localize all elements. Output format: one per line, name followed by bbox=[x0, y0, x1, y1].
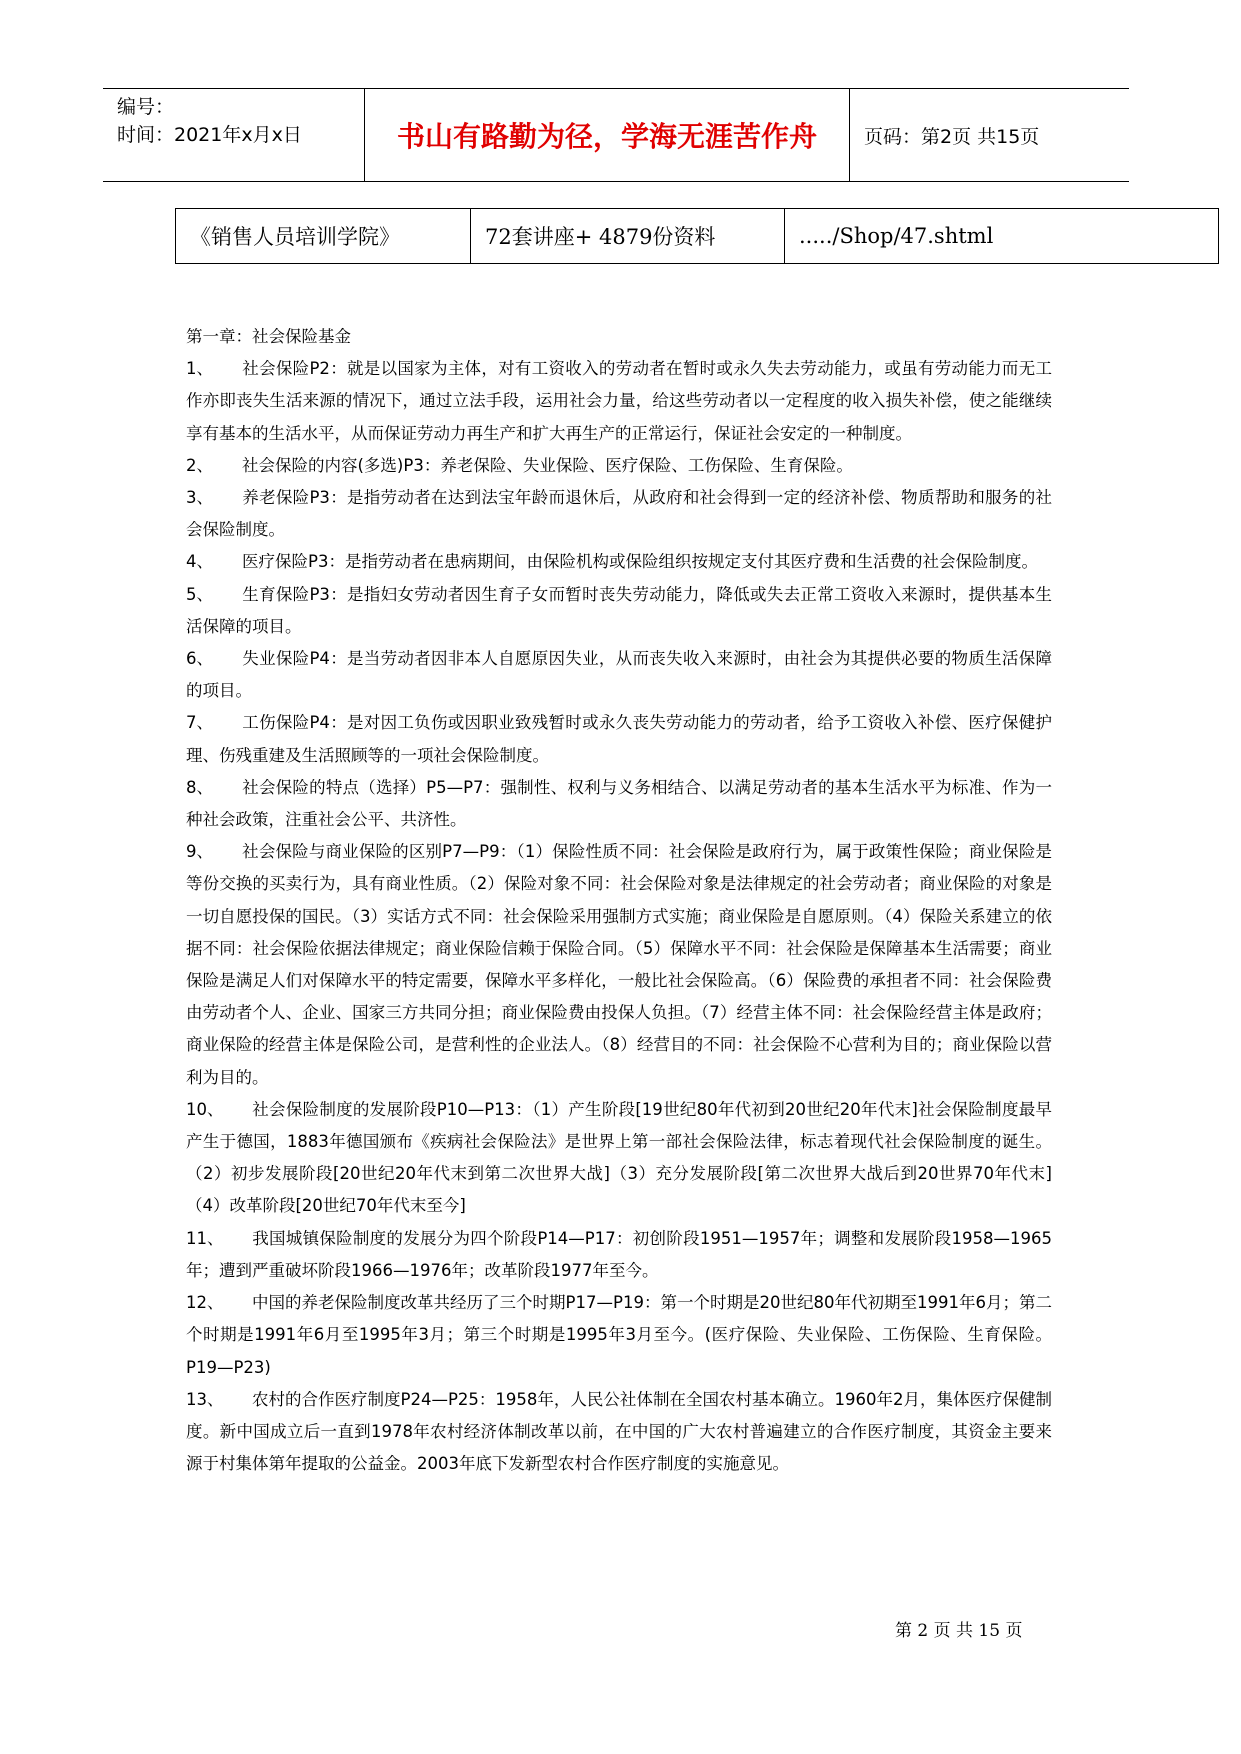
document-time-label: 时间：2021年x月x日 bbox=[117, 124, 302, 146]
promo-banner bbox=[175, 208, 1219, 264]
list-item bbox=[186, 707, 1052, 771]
list-item bbox=[186, 546, 1052, 578]
item-text: 社会保险的特点（选择）P5—P7：强制性、权利与义务相结合、以满足劳动者的基本生活水平为标准、作为一种社会政策，注重社会公平、共济性。 bbox=[186, 777, 1052, 830]
item-number: 7、 bbox=[186, 713, 213, 733]
item-number: 4、 bbox=[186, 552, 213, 572]
item-number: 1、 bbox=[186, 359, 213, 379]
page-header bbox=[103, 88, 1129, 182]
header-page-label: 页码：第2页 共15页 bbox=[864, 125, 1040, 148]
item-text: 社会保险制度的发展阶段P10—P13：（1）产生阶段[19世纪80年代初到20世纪20年代末]社会保险制度最早产生于德国，1883年德国颁布《疾病社会保险法》是世界上第一部社会保险法律，标志着现代社会保险制度的诞生。（2）初步发展阶段[20世纪20年代末到第二次世界大战]（3）充分发展阶段[第二次世界大战后到20世界70年代末]（4）改革阶段[20世纪70年代末至今] bbox=[186, 1099, 1052, 1216]
item-number: 6、 bbox=[186, 649, 213, 669]
item-number: 13、 bbox=[186, 1389, 224, 1409]
item-list bbox=[186, 353, 1052, 1480]
header-meta bbox=[103, 89, 365, 181]
list-item bbox=[186, 1223, 1052, 1287]
document-body bbox=[186, 321, 1052, 1480]
item-text: 中国的养老保险制度改革共经历了三个时期P17—P19：第一个时期是20世纪80年代初期至1991年6月；第二个时期是1991年6月至1995年3月；第三个时期是1995年3月至今。(医疗保险、失业保险、工伤保险、生育保险。P19—P23) bbox=[186, 1293, 1052, 1377]
item-text: 生育保险P3：是指妇女劳动者因生育子女而暂时丧失劳动能力，降低或失去正常工资收入来源时，提供基本生活保障的项目。 bbox=[186, 584, 1052, 636]
list-item bbox=[186, 1384, 1052, 1481]
item-text: 农村的合作医疗制度P24—P25：1958年，人民公社体制在全国农村基本确立。1960年2月，集体医疗保健制度。新中国成立后一直到1978年农村经济体制改革以前，在中国的广大农村普遍建立的合作医疗制度，其资金主要来源于村集体第年提取的公益金。2003年底下发新型农村合作医疗制度的实施意见。 bbox=[186, 1389, 1052, 1474]
list-item bbox=[186, 353, 1052, 450]
item-text: 社会保险的内容(多选)P3：养老保险、失业保险、医疗保险、工伤保险、生育保险。 bbox=[242, 455, 853, 475]
list-item bbox=[186, 836, 1052, 1094]
document-number-label: 编号： bbox=[117, 96, 175, 118]
item-text: 社会保险P2：就是以国家为主体，对有工资收入的劳动者在暂时或永久失去劳动能力，或虽有劳动能力而无工作亦即丧失生活来源的情况下，通过立法手段，运用社会力量，给这些劳动者以一定程度的收入损失补偿，使之能继续享有基本的生活水平，从而保证劳动力再生产和扩大再生产的正常运行，保证社会安定的一种制度。 bbox=[186, 359, 1052, 443]
item-number: 3、 bbox=[186, 488, 213, 508]
item-text: 工伤保险P4：是对因工负伤或因职业致残暂时或永久丧失劳动能力的劳动者，给予工资收入补偿、医疗保健护理、伤残重建及生活照顾等的一项社会保险制度。 bbox=[186, 713, 1052, 765]
list-item bbox=[186, 1287, 1052, 1384]
item-text: 社会保险与商业保险的区别P7—P9：（1）保险性质不同：社会保险是政府行为，属于政策性保险；商业保险是等份交换的买卖行为，具有商业性质。（2）保险对象不同：社会保险对象是法律规定的社会劳动者；商业保险的对象是一切自愿投保的国民。（3）实话方式不同：社会保险采用强制方式实施；商业保险是自愿原则。（4）保险关系建立的依据不同：社会保险依据法律规定；商业保险信赖于保险合同。（5）保障水平不同：社会保险是保障基本生活需要；商业保险是满足人们对保障水平的特定需要，保障水平多样化，一般比社会保险高。（6）保险费的承担者不同：社会保险费由劳动者个人、企业、国家三方共同分担；商业保险费由投保人负担。（7）经营主体不同：社会保险经营主体是政府；商业保险的经营主体是保险公司，是营利性的企业法人。（8）经营目的不同：社会保险不心营利为目的；商业保险以营利为目的。 bbox=[186, 842, 1052, 1087]
list-item bbox=[186, 579, 1052, 643]
list-item bbox=[186, 643, 1052, 707]
page-footer: 第 2 页 共 15 页 bbox=[895, 1621, 1023, 1641]
chapter-title: 第一章：社会保险基金 bbox=[186, 327, 351, 346]
item-text: 失业保险P4：是当劳动者因非本人自愿原因失业，从而丧失收入来源时，由社会为其提供必要的物质生活保障的项目。 bbox=[186, 649, 1052, 701]
item-number: 5、 bbox=[186, 584, 213, 604]
item-number: 2、 bbox=[186, 455, 213, 475]
header-motto: 书山有路勤为径，学海无涯苦作舟 bbox=[365, 89, 850, 181]
item-number: 11、 bbox=[186, 1228, 224, 1248]
list-item bbox=[186, 450, 1052, 482]
list-item bbox=[186, 772, 1052, 836]
list-item bbox=[186, 482, 1052, 546]
promo-link[interactable]: ...../Shop/47.shtml bbox=[799, 224, 994, 248]
promo-academy: 《销售人员培训学院》 bbox=[176, 209, 471, 263]
item-number: 10、 bbox=[186, 1099, 224, 1119]
promo-courses: 72套讲座+ 4879份资料 bbox=[471, 209, 785, 263]
item-text: 医疗保险P3：是指劳动者在患病期间，由保险机构或保险组织按规定支付其医疗费和生活费的社会保险制度。 bbox=[242, 552, 1038, 572]
item-text: 我国城镇保险制度的发展分为四个阶段P14—P17：初创阶段1951—1957年；调整和发展阶段1958—1965年；遭到严重破坏阶段1966—1976年；改革阶段1977年至今。 bbox=[186, 1228, 1052, 1280]
list-item bbox=[186, 1094, 1052, 1223]
item-number: 12、 bbox=[186, 1293, 224, 1313]
item-number: 8、 bbox=[186, 777, 213, 797]
item-number: 9、 bbox=[186, 842, 213, 862]
item-text: 养老保险P3：是指劳动者在达到法宝年龄而退休后，从政府和社会得到一定的经济补偿、物质帮助和服务的社会保险制度。 bbox=[186, 488, 1052, 540]
